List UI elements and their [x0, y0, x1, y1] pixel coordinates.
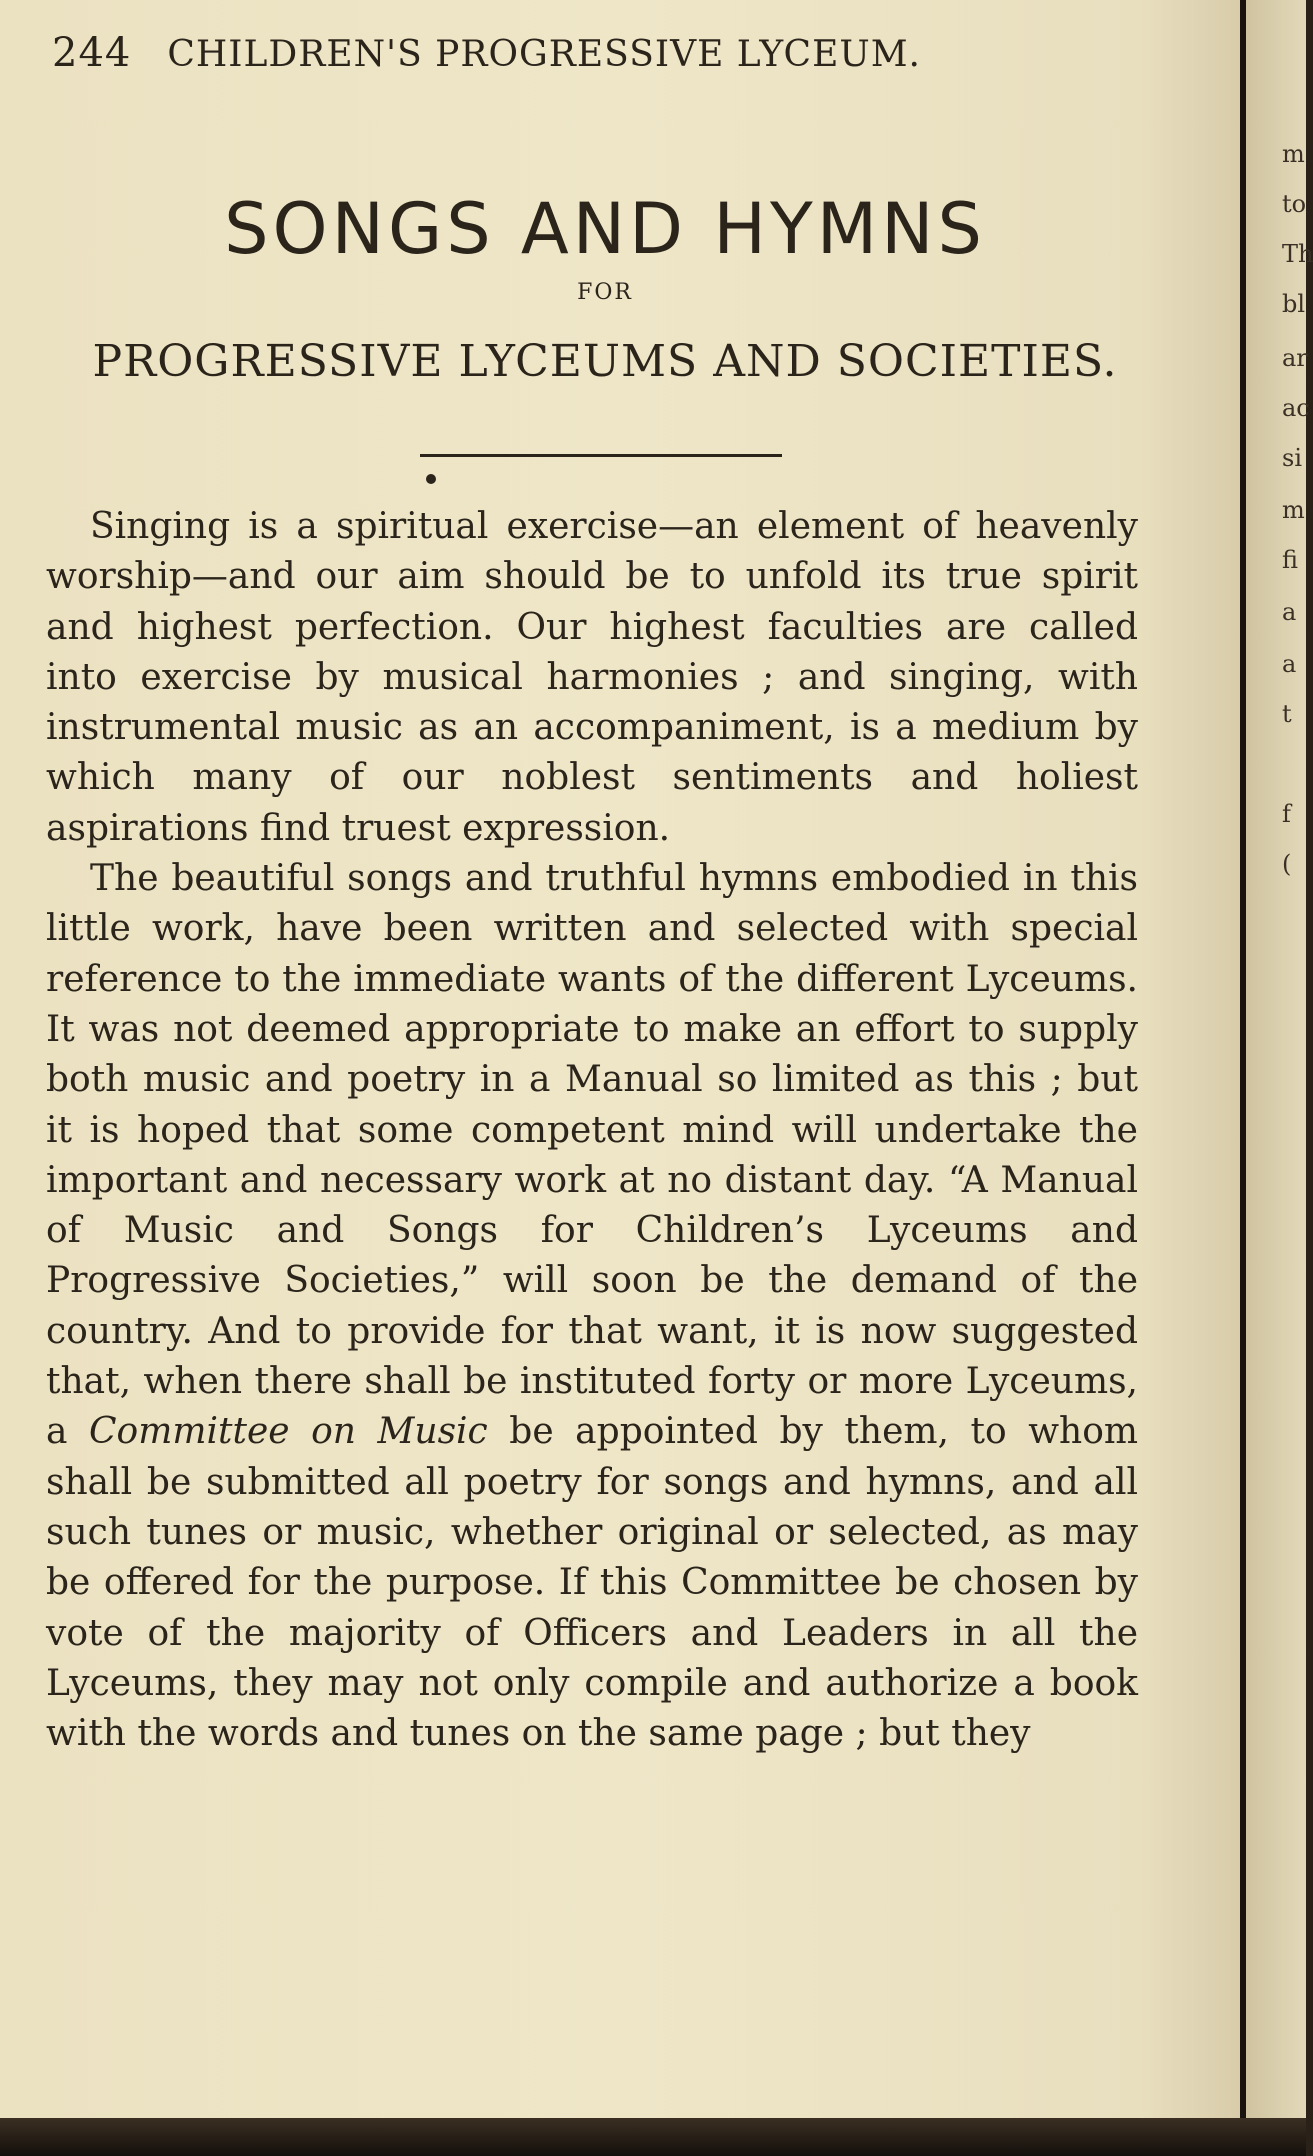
- facing-fragment: ar: [1282, 344, 1308, 372]
- body-text: [46, 502, 1138, 1759]
- facing-fragment: a: [1282, 598, 1297, 626]
- facing-fragment: a: [1282, 650, 1297, 678]
- paragraph-2: [46, 854, 1138, 1759]
- facing-fragment: to: [1282, 190, 1307, 218]
- running-head: [52, 30, 1192, 76]
- page-number: 244: [52, 30, 132, 76]
- divider-dot: [426, 474, 436, 484]
- facing-page-edge: [1246, 0, 1313, 2118]
- facing-fragment: Th: [1282, 240, 1313, 268]
- section-title: SONGS AND HYMNS: [224, 188, 986, 270]
- facing-fragment: m: [1282, 496, 1305, 524]
- facing-fragment: fi: [1282, 546, 1299, 574]
- facing-fragment: f: [1282, 800, 1291, 828]
- facing-fragment: bl: [1282, 290, 1306, 318]
- running-title: CHILDREN'S PROGRESSIVE LYCEUM.: [167, 34, 921, 75]
- paragraph-2-end: be appointed by them, to whom shall be submitted all poetry for songs and hymns, and all such tunes or music, whether original or selected, as may be offered for the purpose. If this Committee be chosen by vote of the majority of Officers and Leaders in all the Lyceums, they may not only compile and authorize a book with the words and tunes on the same page ; but they: [46, 1411, 1139, 1755]
- paragraph-2-start: The beautiful songs and truthful hymns embodied in this little work, have been written and selected with special reference to the immediate wants of the different Lyceums. It was not deemed appropriate to make an effort to supply both music and poetry in a Manual so limited as this ; but it is hoped that some competent mind will undertake the important and necessary work at no distant day. “A Manual of Music and Songs for Children’s Lyceums and Progressive Societies,” will soon be the demand of the country. And to provide for that want, it is now suggested that, when there shall be instituted forty or more Lyceums, a: [46, 858, 1138, 1453]
- section-title-for: FOR: [577, 280, 633, 305]
- facing-fragment: m: [1282, 140, 1305, 168]
- paragraph-1: Singing is a spiritual exercise—an element of heavenly worship—and our aim should be to unfold its true spirit and highest perfection. Our highest faculties are called into exercise by musical harmonies ; and singing, with instrumental music as an accompaniment, is a medium by which many of our noblest sentiments and holiest aspirations find truest expression.: [46, 506, 1138, 849]
- section-subtitle: PROGRESSIVE LYCEUMS AND SOCIETIES.: [92, 336, 1118, 387]
- divider-rule: [420, 454, 782, 457]
- facing-fragment: ac: [1282, 394, 1310, 422]
- facing-fragment: si: [1282, 444, 1302, 472]
- page-bottom-shadow: [0, 2118, 1306, 2156]
- facing-fragment: t: [1282, 700, 1292, 728]
- facing-fragment: (: [1282, 850, 1292, 878]
- paragraph-2-emphasis: Committee on Music: [89, 1411, 488, 1453]
